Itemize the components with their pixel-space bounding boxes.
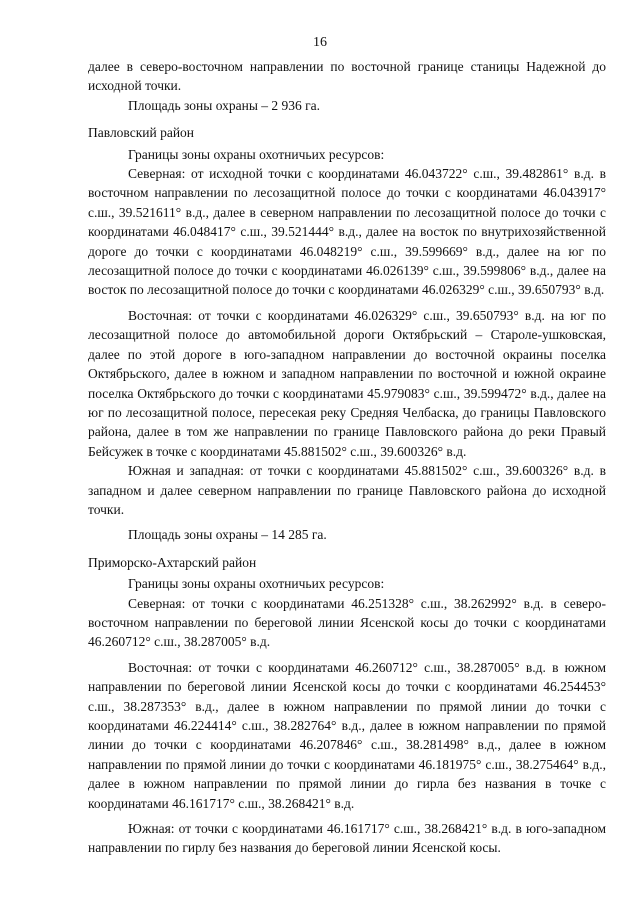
paragraph-south-boundary-2: Южная: от точки с координатами 46.161717° с.ш., 38.268421° в.д. в юго-западном направлении по гирлу без названия до береговой линии Ясенской косы. bbox=[88, 821, 606, 856]
paragraph-boundaries-intro-2: Границы зоны охраны охотничьих ресурсов: bbox=[128, 576, 385, 592]
paragraph-north-boundary-2: Северная: от точки с координатами 46.251328° с.ш., 38.262992° в.д. в северо-восточном направлении по береговой линии Ясенской косы до точки с координатами 46.260712° с.ш., 38.287005° в.д. bbox=[88, 595, 606, 650]
section-heading-primorsko-akhtarsky: Приморско-Ахтарский район bbox=[88, 554, 257, 570]
document-body bbox=[88, 57, 606, 858]
section-heading-pavlovsky: Павловский район bbox=[88, 125, 195, 141]
paragraph-continuation: далее в северо-восточном направлении по восточной границе станицы Надежной до исходной точки. bbox=[88, 59, 606, 94]
paragraph-boundaries-intro: Границы зоны охраны охотничьих ресурсов: bbox=[128, 146, 385, 162]
paragraph-north-boundary: Северная: от исходной точки с координатами 46.043722° с.ш., 39.482861° в.д. в восточном направлении по лесозащитной полосе до точки с координатами 46.043917° с.ш., 39.521611° в.д., далее в северном направлении по лесозащитной полосе до точки с координатами 46.048417° с.ш., 39.521444° в.д., далее на восток по внутрихозяйственной дороге до точки с координатами 46.048219° с.ш., 39.599669° в.д., далее на юг по лесозащитной полосе до точки с координатами 46.026139° с.ш., 39.599806° в.д., далее на восток по лесозащитной полосе до точки с координатами 46.026329° с.ш., 39.650793° в.д. bbox=[88, 166, 606, 298]
paragraph-east-boundary-2: Восточная: от точки с координатами 46.260712° с.ш., 38.287005° в.д. в южном направлении по береговой линии Ясенской косы до точки с координатами 46.254453° с.ш., 38.287353° в.д., далее в южном направлении по прямой линии до точки с координатами 46.224414° с.ш., 38.282764° в.д., далее в южном направлении по прямой линии до точки с координатами 46.207846° с.ш., 38.281498° в.д., далее в южном направлении по прямой линии до точки с координатами 46.181975° с.ш., 38.275464° в.д., далее в южном направлении по прямой линии до гирла без названия в точке с координатами 46.161717° с.ш., 38.268421° в.д. bbox=[88, 659, 606, 811]
paragraph-east-boundary: Восточная: от точки с координатами 46.026329° с.ш., 39.650793° в.д. на юг по лесозащитной полосе до автомобильной дороги Октябрьский – Староле-ушковская, далее по этой дороге в юго-западном направлении до восточной окраины поселка Октябрьского, далее в южном и западном направлении по восточной и южной окраине поселка Октябрьского до точки с координатами 45.979083° с.ш., 39.599472° в.д., далее на юг по лесозащитной полосе, пересекая реку Средняя Челбаска, до границы Павловского района, далее в том же направлении по границе Павловского района до реки Правый Бейсужек в точке с координатами 45.881502° с.ш., 39.600326° в.д. bbox=[88, 307, 606, 459]
paragraph-south-west-boundary: Южная и западная: от точки с координатами 45.881502° с.ш., 39.600326° в.д. в западном и далее северном направлении по границе Павловского района до исходной точки. bbox=[88, 463, 606, 517]
page-number: 16 bbox=[313, 35, 327, 50]
paragraph-area-pavlovsky: Площадь зоны охраны – 14 285 га. bbox=[128, 527, 327, 543]
paragraph-area-nadezhnaya: Площадь зоны охраны – 2 936 га. bbox=[128, 97, 321, 113]
